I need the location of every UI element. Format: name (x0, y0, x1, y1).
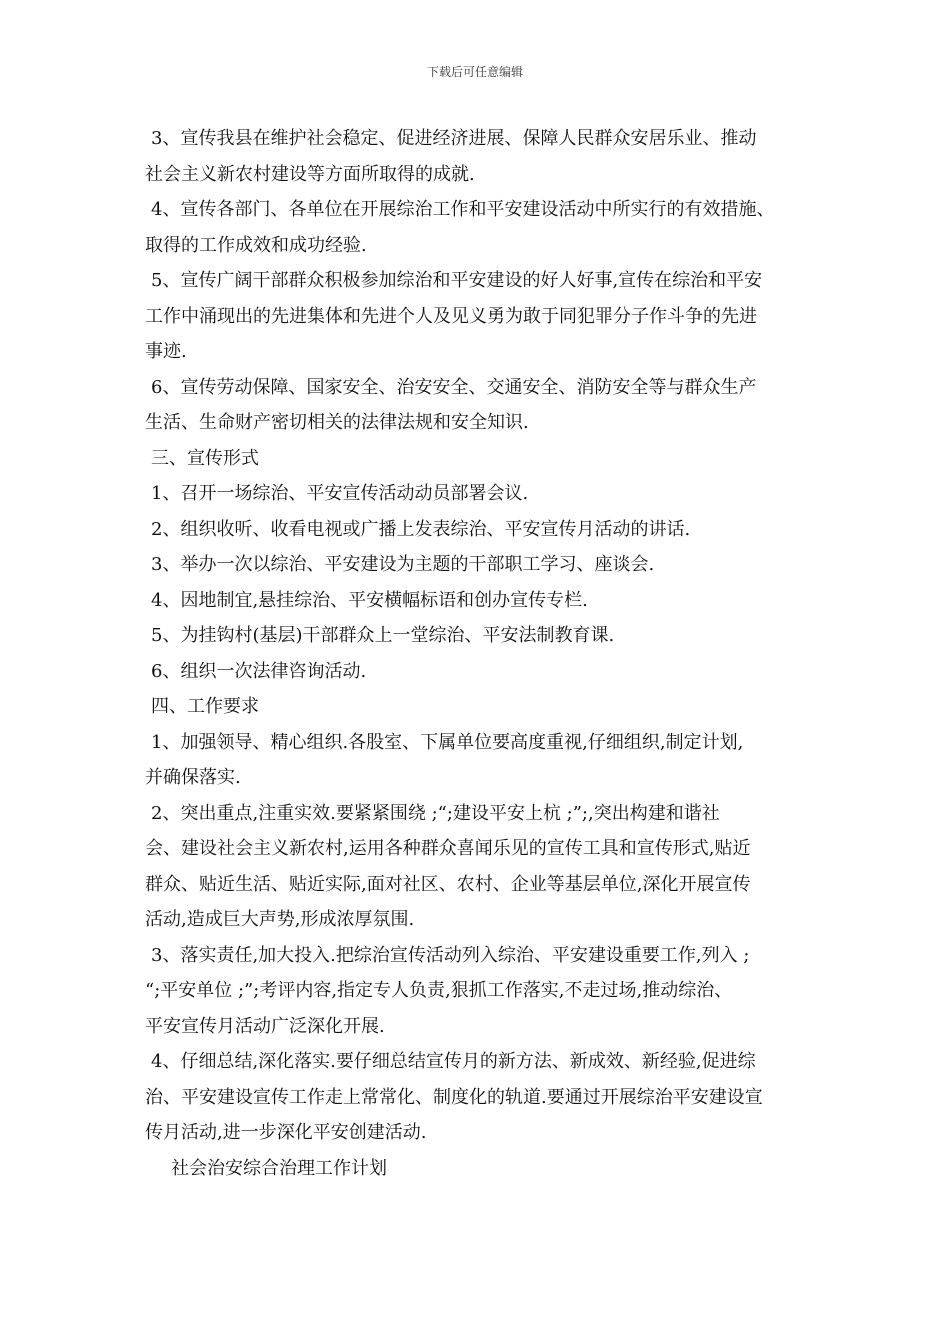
text-line: 社会主义新农村建设等方面所取得的成就. (145, 163, 475, 185)
text-line: 3、举办一次以综治、平安建设为主题的干部职工学习、座谈会. (151, 554, 655, 575)
text-line: “;平安单位 ;”;考评内容,指定专人负责,狠抓工作落实,不走过场,推动综治、 (145, 980, 733, 1001)
text-line: 群众、贴近生活、贴近实际,面对社区、农村、企业等基层单位,深化开展宣传 (145, 873, 751, 895)
text-line: 4、仔细总结,深化落实.要仔细总结宣传月的新方法、新成效、新经验,促进综 (151, 1051, 756, 1072)
text-line: 治、平安建设宣传工作走上常常化、制度化的轨道.要通过开展综治平安建设宣 (145, 1086, 763, 1108)
text-line: 2、组织收听、收看电视或广播上发表综治、平安宣传月活动的讲话. (151, 518, 691, 540)
text-line: 平安宣传月活动广泛深化开展. (145, 1015, 385, 1037)
text-line: 2、突出重点,注重实效.要紧紧围绕 ;“;建设平安上杭 ;”;,突出构建和谐社 (151, 802, 720, 824)
text-line: 三、宣传形式 (151, 447, 259, 469)
text-line: 1、加强领导、精心组织.各股室、下属单位要高度重视,仔细组织,制定计划, (151, 731, 744, 753)
text-line: 活动,造成巨大声势,形成浓厚氛围. (145, 909, 415, 930)
page-header: 下载后可任意编辑 (426, 65, 523, 79)
text-line: 6、组织一次法律咨询活动. (151, 660, 367, 682)
text-line: 并确保落实. (145, 767, 241, 788)
text-line: 4、宣传各部门、各单位在开展综治工作和平安建设活动中所实行的有效措施、 (151, 199, 775, 220)
text-line: 传月活动,进一步深化平安创建活动. (145, 1122, 427, 1143)
text-line: 4、因地制宜,悬挂综治、平安横幅标语和创办宣传专栏. (151, 589, 588, 611)
text-line: 生活、生命财产密切相关的法律法规和安全知识. (145, 412, 529, 433)
text-line: 1、召开一场综治、平安宣传活动动员部署会议. (151, 483, 529, 504)
text-line: 6、宣传劳动保障、国家安全、治安安全、交通安全、消防安全等与群众生产 (151, 376, 757, 398)
document-body (145, 121, 809, 1186)
text-line: 5、为挂钩村(基层)干部群众上一堂综治、平安法制教育课. (151, 625, 615, 646)
text-line: 3、宣传我县在维护社会稳定、促进经济进展、保障人民群众安居乐业、推动 (151, 128, 757, 149)
document-title-line: 社会治安综合治理工作计划 (171, 1157, 387, 1179)
text-line: 事迹. (145, 341, 187, 362)
text-line: 3、落实责任,加大投入.把综治宣传活动列入综治、平安建设重要工作,列入 ; (151, 944, 750, 966)
text-line: 四、工作要求 (151, 696, 259, 717)
text-line: 5、宣传广阔干部群众积极参加综治和平安建设的好人好事,宣传在综治和平安 (151, 270, 763, 291)
text-line: 工作中涌现出的先进集体和先进个人及见义勇为敢于同犯罪分子作斗争的先进 (145, 305, 757, 327)
text-line: 会、建设社会主义新农村,运用各种群众喜闻乐见的宣传工具和宣传形式,贴近 (145, 838, 751, 859)
text-line: 取得的工作成效和成功经验. (145, 234, 367, 256)
